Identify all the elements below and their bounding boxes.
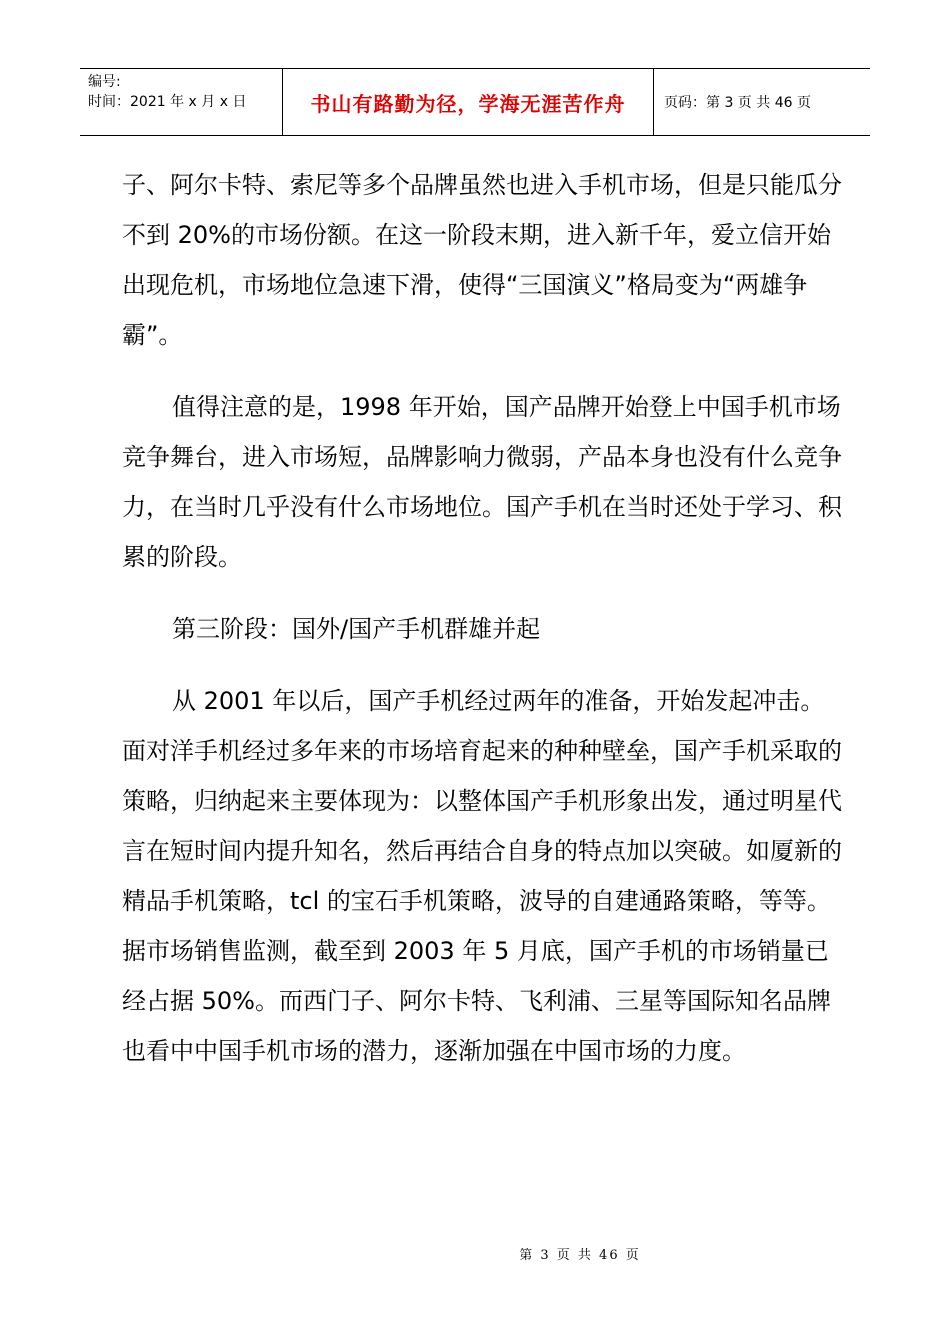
header-motto: 书山有路勤为径，学海无涯苦作舟 [282,69,654,135]
page-footer: 第 3 页 共 46 页 [519,1248,641,1263]
document-number-label: 编号: [88,74,121,90]
document-date-label: 时间：2021 年 x 月 x 日 [88,94,247,110]
header-page-info: 页码：第 3 页 共 46 页 [664,95,811,111]
header-meta [80,69,282,135]
section-heading-stage-three: 第三阶段：国外/国产手机群雄并起 [172,615,541,643]
paragraph-stage-three: 从 2001 年以后，国产手机经过两年的准备，开始发起冲击。面对洋手机经过多年来的市场培育起来的种种壁垒，国产手机采取的策略，归纳起来主要体现为：以整体国产手机形象出发，通过明星代言在短时间内提升知名，然后再结合自身的特点加以突破。如厦新的精品手机策略，tcl 的宝石手机策略，波导的自建通路策略，等等。据市场销售监测，截至到 2003 年 5 月底，国产手机的市场销量已经占据 50%。而西门子、阿尔卡特、飞利浦、三星等国际知名品牌也看中中国手机市场的潜力，逐渐加强在中国市场的力度。 [122,687,842,1065]
paragraph-domestic-brands: 值得注意的是，1998 年开始，国产品牌开始登上中国手机市场竞争舞台，进入市场短，品牌影响力微弱，产品本身也没有什么竞争力，在当时几乎没有什么市场地位。国产手机在当时还处于学习、积累的阶段。 [122,393,842,571]
document-body [122,160,842,1098]
page-header [80,68,870,136]
paragraph-continuation: 子、阿尔卡特、索尼等多个品牌虽然也进入手机市场，但是只能瓜分不到 20%的市场份额。在这一阶段末期，进入新千年，爱立信开始出现危机，市场地位急速下滑，使得“三国演义”格局变为“两雄争霸”。 [122,171,842,349]
